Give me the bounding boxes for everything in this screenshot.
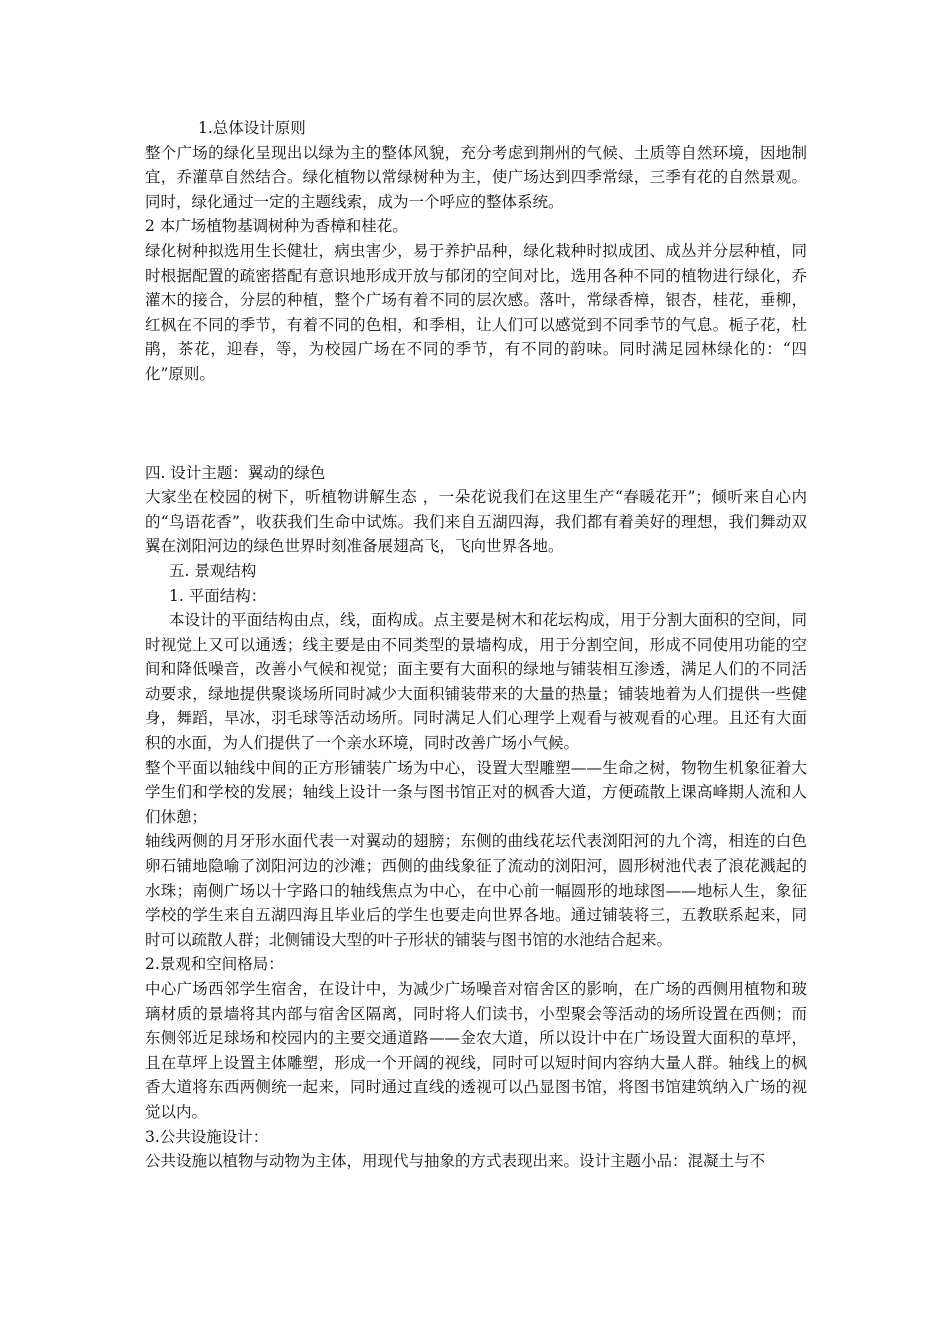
section-heading-landscape-structure: 五. 景观结构 [169,561,257,580]
paragraph-design-theme: 大家坐在校园的树下，听植物讲解生态 ，一朵花说我们在这里生产“春暖花开”；倾听来自心内的“鸟语花香”，收获我们生命中试炼。我们来自五湖四海，我们都有着美好的理想，我们舞动双翼在浏阳河边的绿色世界时刻准备展翅高飞，飞向世界各地。 [145,488,807,556]
paragraph-plan-axis: 整个平面以轴线中间的正方形铺装广场为中心，设置大型雕塑——生命之树，物物生机象征着大学生们和学校的发展；轴线上设计一条与图书馆正对的枫香大道，方便疏散上课高峰期人流和人们休憩； [145,758,807,826]
blank-gap [145,387,807,461]
section-heading-design-theme: 四. 设计主题：翼动的绿色 [145,463,326,482]
document-page [145,116,807,1174]
paragraph-spatial-layout: 中心广场西邻学生宿舍，在设计中，为减少广场噪音对宿舍区的影响，在广场的西侧用植物和玻璃材质的景墙将其内部与宿舍区隔离，同时将人们读书，小型聚会等活动的场所设置在西侧；而东侧邻近足球场和校园内的主要交通道路——金农大道，所以设计中在广场设置大面积的草坪，且在草坪上设置主体雕塑，形成一个开阔的视线，同时可以短时间内容纳大量人群。轴线上的枫香大道将东西两侧统一起来，同时通过直线的透视可以凸显图书馆，将图书馆建筑纳入广场的视觉以内。 [145,980,807,1121]
subsection-heading-plan-structure: 1. 平面结构： [169,586,267,605]
paragraph-base-tree-species: 2 本广场植物基调树种为香樟和桂花。 [145,217,408,236]
subsection-heading-spatial-layout: 2.景观和空间格局： [145,955,284,974]
paragraph-plan-structure: 本设计的平面结构由点，线，面构成。点主要是树木和花坛构成，用于分割大面积的空间，同时视觉上又可以通透；线主要是由不同类型的景墙构成，用于分割空间，形成不同使用功能的空间和降低噪音，改善小气候和视觉；面主要有大面积的绿地与铺装相互渗透，满足人们的不同活动要求，绿地提供聚谈场所同时减少大面积铺装带来的大量的热量；铺装地着为人们提供一些健身，舞蹈，旱冰，羽毛球等活动场所。同时满足人们心理学上观看与被观看的心理。且还有大面积的水面，为人们提供了一个亲水环境，同时改善广场小气候。 [145,611,807,753]
paragraph-tree-selection: 绿化树种拟选用生长健壮，病虫害少，易于养护品种，绿化栽种时拟成团、成丛并分层种植，同时根据配置的疏密搭配有意识地形成开放与郁闭的空间对比，选用各种不同的植物进行绿化，乔灌木的接合，分层的种植，整个广场有着不同的层次感。落叶，常绿香樟，银杏，桂花，垂柳，红枫在不同的季节，有着不同的色相，和季相，让人们可以感觉到不同季节的气息。栀子花，杜鹃，茶花，迎春，等，为校园广场在不同的季节，有不同的韵味。同时满足园林绿化的：“四化”原则。 [145,241,807,383]
section-heading-overall-principles: 1.总体设计原则 [198,119,306,137]
paragraph-greening-overview: 整个广场的绿化呈现出以绿为主的整体风貌，充分考虑到荆州的气候、土质等自然环境，因地制宜，乔灌草自然结合。绿化植物以常绿树种为主，使广场达到四季常绿，三季有花的自然景观。同时，绿化通过一定的主题线索，成为一个呼应的整体系统。 [145,143,807,211]
paragraph-plan-water-wings: 轴线两侧的月牙形水面代表一对翼动的翅膀；东侧的曲线花坛代表浏阳河的九个湾，相连的白色卵石铺地隐喻了浏阳河边的沙滩；西侧的曲线象征了流动的浏阳河，圆形树池代表了浪花溅起的水珠；南侧广场以十字路口的轴线焦点为中心，在中心前一幅圆形的地球图——地标人生，象征学校的学生来自五湖四海且毕业后的学生也要走向世界各地。通过铺装将三，五教联系起来，同时可以疏散人群；北侧铺设大型的叶子形状的铺装与图书馆的水池结合起来。 [145,832,807,949]
paragraph-public-facilities: 公共设施以植物与动物为主体，用现代与抽象的方式表现出来。设计主题小品：混凝土与不 [145,1152,766,1171]
subsection-heading-public-facilities: 3.公共设施设计： [145,1127,269,1146]
